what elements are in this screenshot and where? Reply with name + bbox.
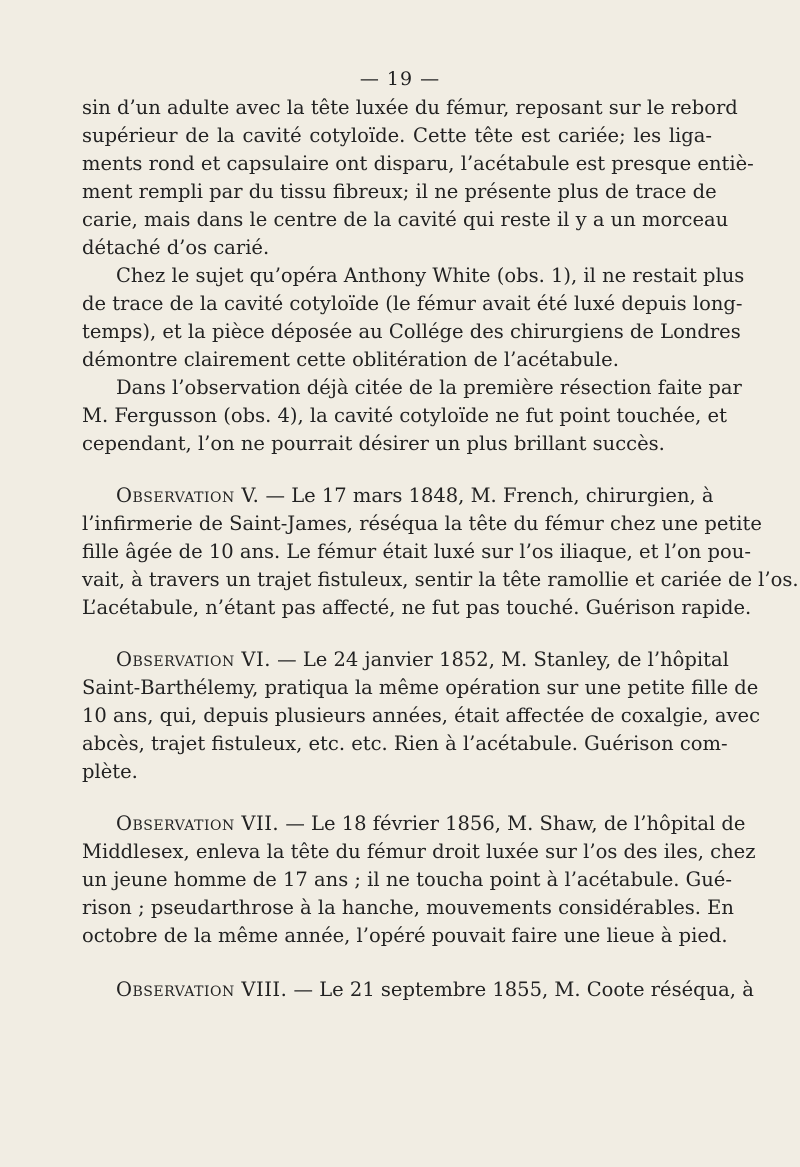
observation-vii-heading-line xyxy=(116,811,746,837)
text-line: ment rempli par du tissu fibreux; il ne présente plus de trace de xyxy=(82,180,717,203)
text-line: l’infirmerie de Saint-James, réséqua la tête du fémur chez une petite xyxy=(82,512,762,535)
text-line: cependant, l’on ne pourrait désirer un plus brillant succès. xyxy=(82,432,665,455)
text-line: démontre clairement cette oblitération de l’acétabule. xyxy=(82,348,619,371)
observation-vi-heading-line xyxy=(116,647,729,673)
text-line: fille âgée de 10 ans. Le fémur était luxé sur l’os iliaque, et l’on pou- xyxy=(82,540,751,563)
observation-viii-heading-line xyxy=(116,977,754,1003)
text-line: carie, mais dans le centre de la cavité qui reste il y a un morceau xyxy=(82,208,729,231)
text-line: — Le 18 février 1856, M. Shaw, de l’hôpital de xyxy=(279,812,746,835)
text-line: — Le 21 septembre 1855, M. Coote réséqua, à xyxy=(287,978,754,1001)
text-line: L’acétabule, n’étant pas affecté, ne fut pas touché. Guérison rapide. xyxy=(82,596,752,619)
text-line: sin d’un adulte avec la tête luxée du fémur, reposant sur le rebord xyxy=(82,96,738,119)
page-number: — 19 — xyxy=(359,68,441,90)
observation-v-heading-line xyxy=(116,483,712,509)
text-line: rison ; pseudarthrose à la hanche, mouvements considérables. En xyxy=(82,896,734,919)
text-line: supérieur de la cavité cotyloïde. Cette tête est cariée; les liga- xyxy=(82,124,712,147)
text-line: M. Fergusson (obs. 4), la cavité cotyloïde ne fut point touchée, et xyxy=(82,404,727,427)
text-line: — Le 17 mars 1848, M. French, chirurgien, à xyxy=(259,484,714,507)
text-line: temps), et la pièce déposée au Collége des chirurgiens de Londres xyxy=(82,320,741,343)
text-line: de trace de la cavité cotyloïde (le fémur avait été luxé depuis long- xyxy=(82,292,743,315)
observation-heading: Observation VI. xyxy=(116,648,271,671)
text-line: détaché d’os carié. xyxy=(82,236,270,259)
observation-heading: Observation VII. xyxy=(116,812,280,835)
text-line: un jeune homme de 17 ans ; il ne toucha point à l’acétabule. Gué- xyxy=(82,868,732,891)
text-line: 10 ans, qui, depuis plusieurs années, était affectée de coxalgie, avec xyxy=(82,704,760,727)
text-line: — Le 24 janvier 1852, M. Stanley, de l’hôpital xyxy=(270,648,729,671)
observation-heading: Observation VIII. xyxy=(116,978,288,1001)
text-line: abcès, trajet fistuleux, etc. etc. Rien à l’acétabule. Guérison com- xyxy=(82,732,728,755)
observation-heading: Observation V. xyxy=(116,484,260,507)
text-line: Saint-Barthélemy, pratiqua la même opération sur une petite fille de xyxy=(82,676,759,699)
text-line: octobre de la même année, l’opéré pouvait faire une lieue à pied. xyxy=(82,924,728,947)
text-line: plète. xyxy=(82,760,138,783)
text-line: Dans l’observation déjà citée de la première résection faite par xyxy=(116,376,742,399)
text-line: Chez le sujet qu’opéra Anthony White (obs. 1), il ne restait plus xyxy=(116,264,745,287)
text-line: ments rond et capsulaire ont disparu, l’acétabule est presque entiè- xyxy=(82,152,754,175)
text-line: Middlesex, enleva la tête du fémur droit luxée sur l’os des iles, chez xyxy=(82,840,756,863)
text-line: vait, à travers un trajet fistuleux, sentir la tête ramollie et cariée de l’os. xyxy=(82,568,799,591)
